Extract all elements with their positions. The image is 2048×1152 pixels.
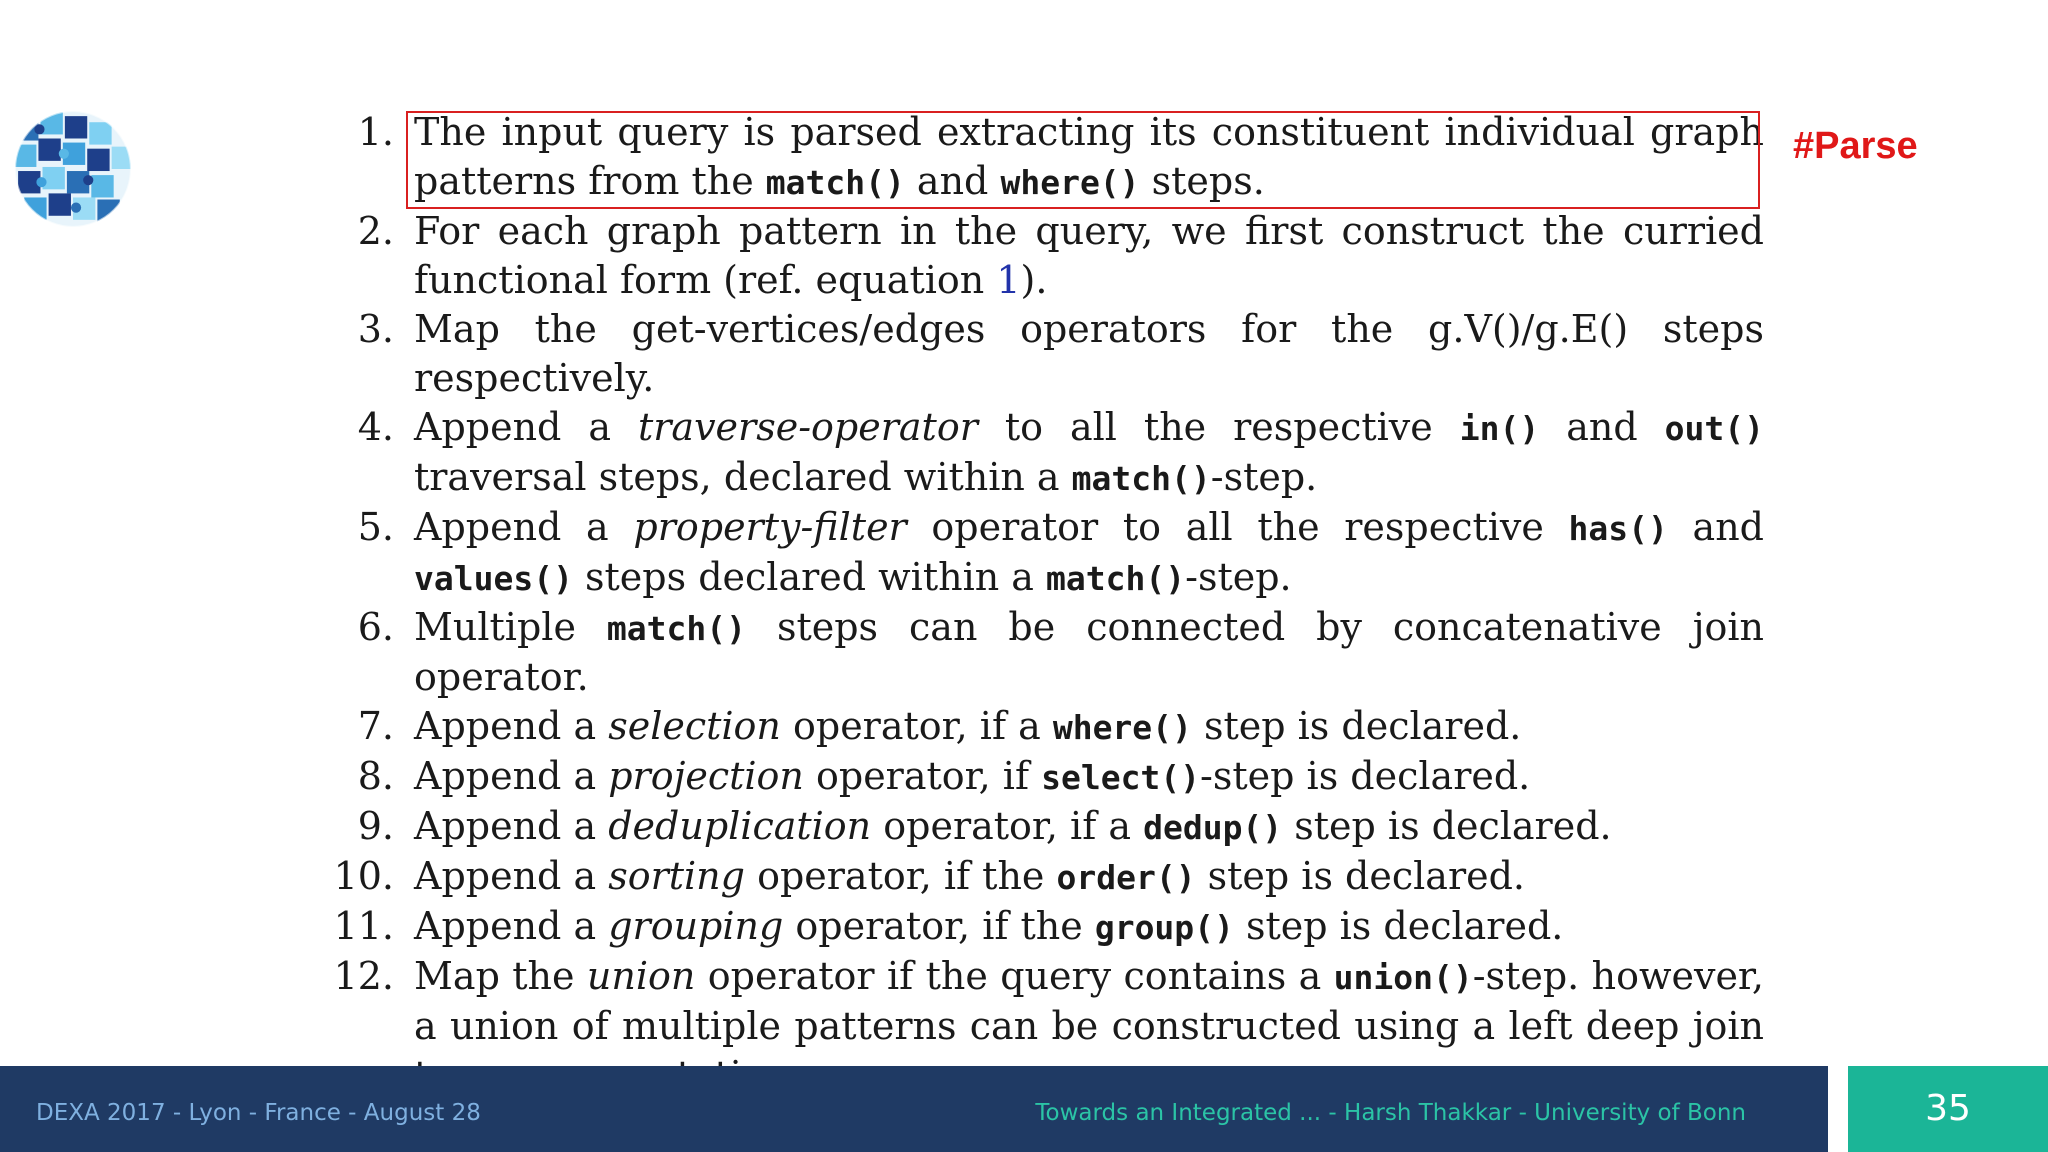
step-text: steps can be connected by concatenative join operator. xyxy=(414,605,1764,699)
code-fragment: union() xyxy=(1333,958,1473,997)
code-fragment: in() xyxy=(1459,409,1540,448)
step-number: 1. xyxy=(357,110,394,154)
step-number: 7. xyxy=(357,704,394,748)
step-text: Multiple xyxy=(414,605,607,649)
step-text: operator, if the xyxy=(783,904,1095,948)
step-text: operator to all the respective xyxy=(906,505,1569,549)
step-text: -step. xyxy=(1210,455,1318,499)
step-number: 12. xyxy=(333,954,394,998)
step-text: Map the get-vertices/edges operators for the g.V()/g.E() steps respectively. xyxy=(414,307,1764,400)
italic-term: property-filter xyxy=(633,505,907,549)
puzzle-globe-logo xyxy=(12,108,134,230)
step-item xyxy=(330,503,1764,603)
code-fragment: order() xyxy=(1056,858,1196,897)
code-fragment: group() xyxy=(1094,908,1234,947)
code-fragment: select() xyxy=(1041,758,1201,797)
step-text: and xyxy=(904,159,1001,203)
step-item xyxy=(330,802,1764,852)
code-fragment: match() xyxy=(1071,459,1211,498)
step-text: step is declared. xyxy=(1282,804,1612,848)
step-text: step is declared. xyxy=(1195,854,1526,898)
step-text: step is declared. xyxy=(1233,904,1564,948)
step-item xyxy=(330,902,1764,952)
code-fragment: where() xyxy=(1000,163,1140,202)
footer-bar xyxy=(0,1066,1828,1152)
step-text: operator if the query contains a xyxy=(695,954,1334,998)
step-number: 10. xyxy=(333,854,394,898)
step-text: -step. however, a union of multiple patterns can be constructed using a left deep join xyxy=(414,954,1765,1048)
step-text: operator, if a xyxy=(871,804,1144,848)
step-text: Append a xyxy=(414,704,609,748)
parse-tag: #Parse xyxy=(1793,125,1918,167)
step-text: operator, if xyxy=(803,754,1042,798)
step-number: 2. xyxy=(357,209,394,253)
code-fragment: has() xyxy=(1568,509,1668,548)
step-text: ). xyxy=(1020,258,1048,302)
step-1-highlight-box xyxy=(406,111,1760,209)
step-text: Append a xyxy=(414,754,609,798)
italic-term: sorting xyxy=(608,854,745,898)
step-item xyxy=(330,852,1764,902)
parsing-steps-list xyxy=(330,108,1764,1100)
code-fragment: out() xyxy=(1664,409,1764,448)
step-item xyxy=(330,752,1764,802)
code-fragment: match() xyxy=(1046,559,1186,598)
step-text: and xyxy=(1539,405,1665,449)
step-number: 6. xyxy=(357,605,394,649)
step-text: For each graph pattern in the query, we first construct the curried functional form (ref. equation xyxy=(414,209,1764,302)
footer-divider xyxy=(1828,1066,1848,1152)
page-number-box xyxy=(1848,1066,2048,1152)
code-fragment: values() xyxy=(414,559,573,598)
step-text: Append a xyxy=(414,405,638,449)
step-text: steps. xyxy=(1139,159,1265,203)
step-text: Append a xyxy=(414,904,609,948)
step-number: 4. xyxy=(357,405,394,449)
step-item xyxy=(330,207,1764,305)
step-text: operator, if a xyxy=(780,704,1053,748)
italic-term: grouping xyxy=(608,904,784,948)
step-text: traversal steps, declared within a xyxy=(414,455,1072,499)
code-fragment: where() xyxy=(1052,708,1192,747)
step-text: Append a xyxy=(414,505,634,549)
step-number: 9. xyxy=(357,804,394,848)
footer-title-author: Towards an Integrated ... - Harsh Thakkar - University of Bonn xyxy=(1035,1100,1746,1126)
step-number: 3. xyxy=(357,307,394,351)
step-text: and xyxy=(1667,505,1764,549)
step-text: Append a xyxy=(414,804,609,848)
step-text: to all the respective xyxy=(977,405,1460,449)
footer-conference: DEXA 2017 - Lyon - France - August 28 xyxy=(36,1100,481,1126)
step-text: operator, if the xyxy=(744,854,1057,898)
italic-term: selection xyxy=(608,704,781,748)
step-text: Map the xyxy=(414,954,587,998)
equation-ref-link[interactable]: 1 xyxy=(996,258,1021,302)
step-text: The input query is parsed extracting its constituent individual graph patterns from the xyxy=(414,110,1764,203)
step-text: step is declared. xyxy=(1191,704,1522,748)
step-item xyxy=(330,403,1764,503)
step-number: 11. xyxy=(333,904,394,948)
step-text: steps declared within a xyxy=(572,555,1047,599)
italic-term: traverse-operator xyxy=(638,405,978,449)
step-item xyxy=(330,603,1764,702)
step-text: -step is declared. xyxy=(1200,754,1531,798)
code-fragment: match() xyxy=(765,163,905,202)
italic-term: deduplication xyxy=(608,804,872,848)
step-item xyxy=(330,305,1764,403)
step-text: -step. xyxy=(1185,555,1292,599)
code-fragment: dedup() xyxy=(1143,808,1283,847)
page-number: 35 xyxy=(1925,1088,1971,1129)
step-number: 5. xyxy=(357,505,394,549)
italic-term: union xyxy=(586,954,696,998)
step-number: 8. xyxy=(357,754,394,798)
step-item xyxy=(330,702,1764,752)
italic-term: projection xyxy=(608,754,804,798)
step-text: Append a xyxy=(414,854,609,898)
code-fragment: match() xyxy=(606,609,746,648)
